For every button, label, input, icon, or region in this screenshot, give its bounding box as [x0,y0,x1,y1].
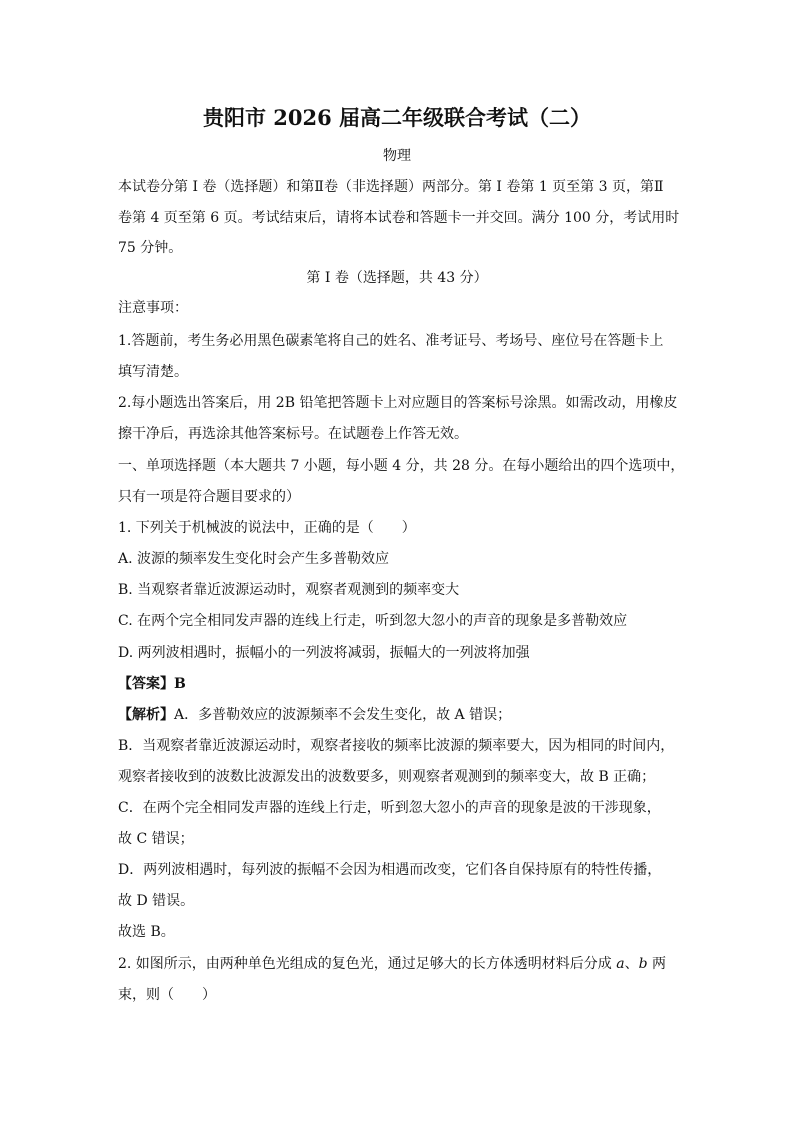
question-1-analysis: 观察者接收到的波数比波源发出的波数要多，则观察者观测到的频率变大，故 B 正确； [118,769,656,785]
question-2-stem-text: 两 [647,956,667,972]
exam-title: 贵阳市 2026 届高二年级联合考试（二） [202,105,592,130]
question-1-option-b: B. 当观察者靠近波源运动时，观察者观测到的频率变大 [118,582,460,598]
notice-heading: 注意事项： [118,300,188,316]
intro-line: 卷第 4 页至第 6 页。考试结束后，请将本试卷和答题卡一并交回。满分 100 分，考试用时 [118,210,680,226]
question-1-analysis: B．当观察者靠近波源运动时，观察者接收的频率比波源的频率要大，因为相同的时间内， [118,738,675,754]
separator: 、 [624,956,639,972]
question-1-option-d: D. 两列波相遇时，振幅小的一列波将减弱，振幅大的一列波将加强 [118,645,530,661]
part-one-heading: 一、单项选择题（本大题共 7 小题，每小题 4 分，共 28 分。在每小题给出的四个选项中， [118,458,685,474]
section-title: 第 I 卷（选择题，共 43 分） [306,270,488,286]
question-1-stem: 1. 下列关于机械波的说法中，正确的是（ ） [118,520,416,536]
question-1-analysis: C．在两个完全相同发声器的连线上行走，听到忽大忽小的声音的现象是波的干涉现象， [118,800,661,816]
part-one-heading: 只有一项是符合题目要求的） [118,489,300,505]
intro-line: 本试卷分第 I 卷（选择题）和第Ⅱ卷（非选择题）两部分。第 I 卷第 1 页至第 3 页，第Ⅱ [118,179,664,195]
variable-a: a [616,956,625,972]
notice-line: 1.答题前，考生务必用黑色碳素笔将自己的姓名、准考证号、考场号、座位号在答题卡上 [118,333,664,349]
question-1-analysis: 故 D 错误。 [118,893,195,909]
variable-b: b [638,956,648,972]
analysis-text: A．多普勒效应的波源频率不会发生变化，故 A 错误； [174,707,512,723]
notice-line: 填写清楚。 [118,364,188,380]
notice-line: 2.每小题选出答案后，用 2B 铅笔把答题卡上对应题目的答案标号涂黑。如需改动，用橡皮 [118,395,678,411]
notice-line: 擦干净后，再选涂其他答案标号。在试题卷上作答无效。 [118,426,468,442]
question-1-analysis: 故 C 错误； [118,831,194,847]
question-1-analysis-first [118,705,678,725]
question-2-stem-text: 2. 如图所示，由两种单色光组成的复色光，通过足够大的长方体透明材料后分成 [118,956,617,972]
question-2-stem-line2: 束，则（ ） [118,987,216,1003]
analysis-label: 【解析】 [118,707,174,723]
question-1-answer: 【答案】B [118,676,186,692]
intro-line: 75 分钟。 [118,240,183,256]
question-2-stem [118,954,678,974]
question-1-option-a: A. 波源的频率发生变化时会产生多普勒效应 [118,551,390,567]
question-1-option-c: C. 在两个完全相同发声器的连线上行走，听到忽大忽小的声音的现象是多普勒效应 [118,613,628,629]
question-1-analysis: D．两列波相遇时，每列波的振幅不会因为相遇而改变，它们各自保持原有的特性传播， [118,862,662,878]
subject-label: 物理 [383,148,411,164]
question-1-conclusion: 故选 B。 [118,924,175,940]
